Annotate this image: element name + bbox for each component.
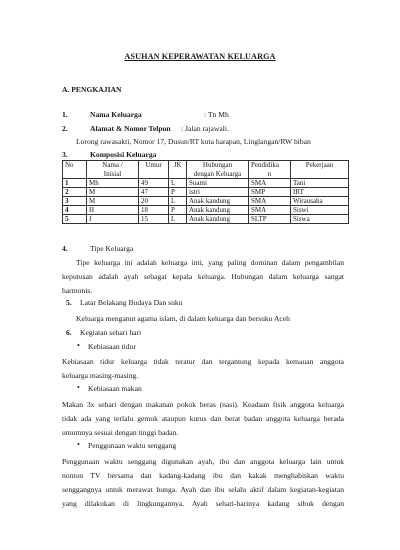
cell-pendidikan: SMA: [249, 179, 291, 188]
cell-jk: L: [169, 197, 187, 206]
sub-3-paragraph-line-4: yang dilakukan di lingkungannya. Ayah sehari-harinya kadang sibuk dengan: [62, 499, 344, 508]
cell-pendidikan: SMA: [249, 197, 291, 206]
header-pendidikan-cont: n: [249, 170, 291, 179]
header-pekerjaan-cont: [291, 170, 349, 179]
cell-nama: H: [87, 206, 139, 215]
item-3-number: 3.: [62, 150, 68, 159]
cell-no: 5: [63, 215, 87, 224]
table-row: [63, 197, 349, 206]
bullet-icon: •: [77, 440, 80, 449]
cell-nama: M: [87, 197, 139, 206]
item-4-paragraph-line-3: harmonis.: [62, 286, 93, 295]
table-header-row: [63, 161, 349, 171]
item-4-paragraph-line-2: keputusan adalah ayah sebagai kepala keluarga. Hubungan dalam keluarga sangat: [62, 272, 344, 281]
item-2-number: 2.: [62, 124, 68, 133]
header-jk-cont: [169, 170, 187, 179]
cell-nama: Mh: [87, 179, 139, 188]
header-jk: JK: [169, 161, 187, 171]
table-row: [63, 188, 349, 197]
item-6-label: Kegiatan sehari hari: [80, 328, 142, 337]
cell-pendidikan: SLTP: [249, 215, 291, 224]
cell-pekerjaan: Wirausaha: [291, 197, 349, 206]
cell-pekerjaan: IRT: [291, 188, 349, 197]
header-inisial: Inisial: [87, 170, 139, 179]
header-pendidikan: Pendidika: [249, 161, 291, 171]
header-pekerjaan: Pekerjaan: [291, 161, 349, 171]
sub-1-label: Kebiasaan tidur: [88, 342, 136, 351]
header-no: No: [63, 161, 87, 171]
item-1-label: Nama Keluarga: [90, 110, 142, 119]
sub-3-paragraph-line-2: nonton TV bersama dan kadang-kadang ibu dan kakak menghabiskan waktu: [62, 471, 344, 480]
section-a-heading: A. PENGKAJIAN: [62, 85, 122, 94]
cell-hubungan: Anak kandung: [187, 206, 249, 215]
cell-hubungan: istri: [187, 188, 249, 197]
header-umur: Umur: [139, 161, 169, 171]
item-2-value: : Jalan rajawali.: [181, 124, 229, 133]
sub-3-paragraph-line-3: senggangnya untuk merawat bunga. Ayah dan ibu selalu aktif dalam kegiatan-kegiatan: [62, 485, 344, 494]
table-row: [63, 179, 349, 188]
sub-2-paragraph-line-2: tidak ada yang terlalu gemuk ataupun kurus dan berat badan anggota keluarga berada: [62, 414, 344, 423]
header-hubungan: Hubungan: [187, 161, 249, 171]
cell-no: 2: [63, 188, 87, 197]
cell-pendidikan: SMP: [249, 188, 291, 197]
item-1-value: : Tn Mh: [204, 110, 229, 119]
cell-no: 4: [63, 206, 87, 215]
table-row: [63, 206, 349, 215]
cell-jk: L: [169, 179, 187, 188]
item-4-paragraph-line-1: Tipe keluarga ini adalah keluarga inti, yang paling dominan dalam pengambilan: [76, 258, 344, 267]
cell-hubungan: Suami: [187, 179, 249, 188]
sub-2-label: Kebiasaan makan: [88, 384, 142, 393]
sub-2-paragraph-line-3: umumnya sesuai dengan tinggi badan.: [62, 428, 179, 437]
sub-1-paragraph-line-1: Kebiasaan tidur keluarga tidak teratur dan tergantung kepada kemauan anggota: [62, 357, 344, 366]
sub-3-paragraph-line-1: Penggunaan waktu senggang digunakan ayah, ibu dan anggota keluarga lain untuk: [62, 457, 344, 466]
item-2-address-line: Lorong rawasakti, Nomor 17, Dusun/RT kuta harapan, Linglangan/RW biban: [76, 137, 311, 146]
sub-3-label: Penggunaan waktu senggang: [88, 441, 177, 450]
cell-umur: 49: [139, 179, 169, 188]
table-row: [63, 215, 349, 224]
header-dengan-keluarga: dengan Keluarga: [187, 170, 249, 179]
table-header-row-2: [63, 170, 349, 179]
header-nama: Nama /: [87, 161, 139, 171]
header-no-cont: [63, 170, 87, 179]
item-5-number: 5.: [66, 298, 72, 307]
cell-umur: 20: [139, 197, 169, 206]
cell-nama: M: [87, 188, 139, 197]
cell-umur: 18: [139, 206, 169, 215]
item-5-label: Latar Belakang Budaya Dan suku: [80, 298, 183, 307]
item-1-number: 1.: [62, 110, 68, 119]
family-composition-table: [62, 160, 349, 224]
cell-umur: 47: [139, 188, 169, 197]
cell-pekerjaan: Tani: [291, 179, 349, 188]
document-title: ASUHAN KEPERAWATAN KELUARGA: [124, 52, 276, 61]
cell-pekerjaan: Siswi: [291, 206, 349, 215]
bullet-icon: •: [77, 341, 80, 350]
cell-hubungan: Anak kandung: [187, 197, 249, 206]
bullet-icon: •: [77, 383, 80, 392]
item-2-label: Alamat & Nomor Telpon: [90, 124, 171, 133]
cell-no: 1: [63, 179, 87, 188]
cell-no: 3: [63, 197, 87, 206]
header-umur-cont: [139, 170, 169, 179]
item-4-label: Tipe Keluarga: [90, 244, 134, 253]
cell-pekerjaan: Siswa: [291, 215, 349, 224]
cell-jk: P: [169, 188, 187, 197]
cell-umur: 15: [139, 215, 169, 224]
cell-jk: P: [169, 206, 187, 215]
sub-2-paragraph-line-1: Makan 3x sehari dengan makanan pokok beras (nasi). Keadaan fisik anggota keluarga: [62, 400, 344, 409]
item-5-paragraph: Keluarga menganut agama islam, di dalam keluarga dan bersuku Aceh: [76, 314, 290, 323]
cell-jk: L: [169, 215, 187, 224]
item-3-label: Komposisi Keluarga: [90, 150, 157, 159]
cell-pendidikan: SMA: [249, 206, 291, 215]
item-4-number: 4.: [62, 244, 68, 253]
item-6-number: 6.: [66, 328, 72, 337]
cell-hubungan: Anak kandung: [187, 215, 249, 224]
sub-1-paragraph-line-2: keluarga masing-masing.: [62, 371, 139, 380]
cell-nama: J: [87, 215, 139, 224]
